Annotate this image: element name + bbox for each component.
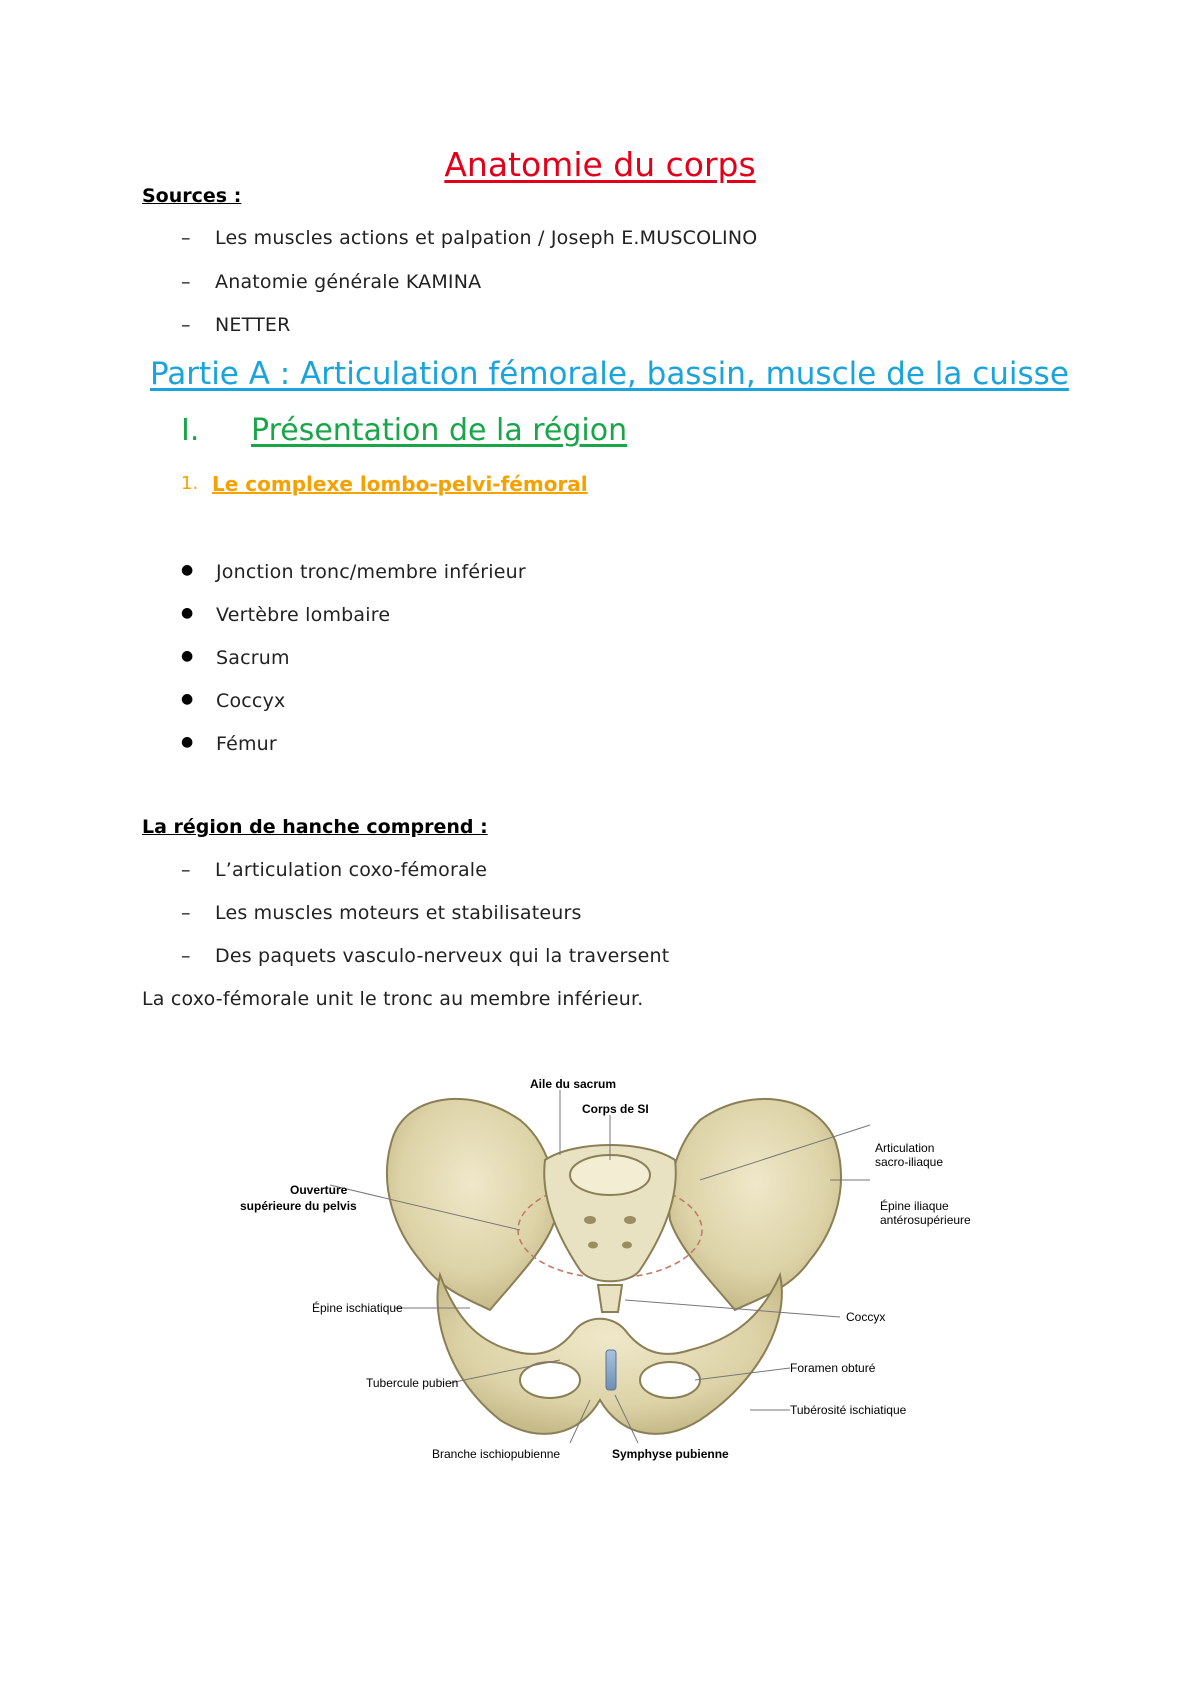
dash-marker: – (181, 271, 191, 293)
sources-heading: Sources : (142, 185, 242, 207)
right-obturator-foramen (640, 1362, 700, 1398)
bullet-icon: ● (181, 734, 194, 750)
figure-label: Aile du sacrum (530, 1077, 617, 1091)
figure-label: antérosupérieure (880, 1213, 971, 1227)
sacral-foramen (588, 1242, 598, 1249)
s1-body (570, 1155, 650, 1195)
page-title: Anatomie du corps (444, 145, 756, 184)
source-item: NETTER (215, 314, 291, 336)
coccyx-bone (598, 1285, 622, 1312)
figure-label: Tubercule pubien (366, 1376, 459, 1390)
hip-region-heading: La région de hanche comprend : (142, 816, 488, 838)
hip-item: Des paquets vasculo-nerveux qui la traversent (215, 945, 670, 967)
figure-label: Symphyse pubienne (612, 1447, 729, 1461)
bullet-icon: ● (181, 691, 194, 707)
pelvis-figure (0, 1060, 1200, 1490)
figure-label: Épine ischiatique (312, 1301, 403, 1315)
sacral-foramen (624, 1216, 636, 1224)
list-item: Jonction tronc/membre inférieur (216, 561, 526, 583)
section-title: Présentation de la région (251, 413, 628, 448)
source-item: Anatomie générale KAMINA (215, 271, 482, 293)
sacral-foramen (622, 1242, 632, 1249)
figure-label: Foramen obturé (790, 1361, 876, 1375)
list-item: Coccyx (216, 690, 286, 712)
list-item: Fémur (216, 733, 277, 755)
figure-label: Articulation (875, 1141, 935, 1155)
section-number: I. (181, 413, 200, 448)
hip-item: Les muscles moteurs et stabilisateurs (215, 902, 582, 924)
figure-label: Ouverture (290, 1183, 348, 1197)
source-item: Les muscles actions et palpation / Joseph E.MUSCOLINO (215, 227, 758, 249)
dash-marker: – (181, 314, 191, 336)
figure-label: Coccyx (846, 1310, 886, 1324)
dash-marker: – (181, 227, 191, 249)
dash-marker: – (181, 902, 191, 924)
left-obturator-foramen (520, 1362, 580, 1398)
list-item: Sacrum (216, 647, 290, 669)
pubic-symphysis (606, 1350, 616, 1390)
subsection-number: 1. (181, 473, 199, 494)
figure-label: Branche ischiopubienne (432, 1447, 561, 1461)
dash-marker: – (181, 945, 191, 967)
list-item: Vertèbre lombaire (216, 604, 391, 626)
part-heading: Partie A : Articulation fémorale, bassin, muscle de la cuisse (150, 356, 1069, 392)
figure-label: Corps de SI (582, 1102, 649, 1116)
figure-label: Épine iliaque (880, 1199, 949, 1213)
dash-marker: – (181, 859, 191, 881)
bullet-icon: ● (181, 605, 194, 621)
figure-label: sacro-iliaque (875, 1155, 944, 1169)
right-ilium (669, 1099, 841, 1310)
bullet-icon: ● (181, 648, 194, 664)
summary-text: La coxo-fémorale unit le tronc au membre inférieur. (142, 988, 644, 1010)
hip-item: L’articulation coxo-fémorale (215, 859, 488, 881)
figure-label: supérieure du pelvis (240, 1199, 357, 1213)
subsection-title: Le complexe lombo-pelvi-fémoral (212, 472, 588, 496)
bullet-icon: ● (181, 562, 194, 578)
sacral-foramen (584, 1216, 596, 1224)
figure-label: Tubérosité ischiatique (790, 1403, 907, 1417)
